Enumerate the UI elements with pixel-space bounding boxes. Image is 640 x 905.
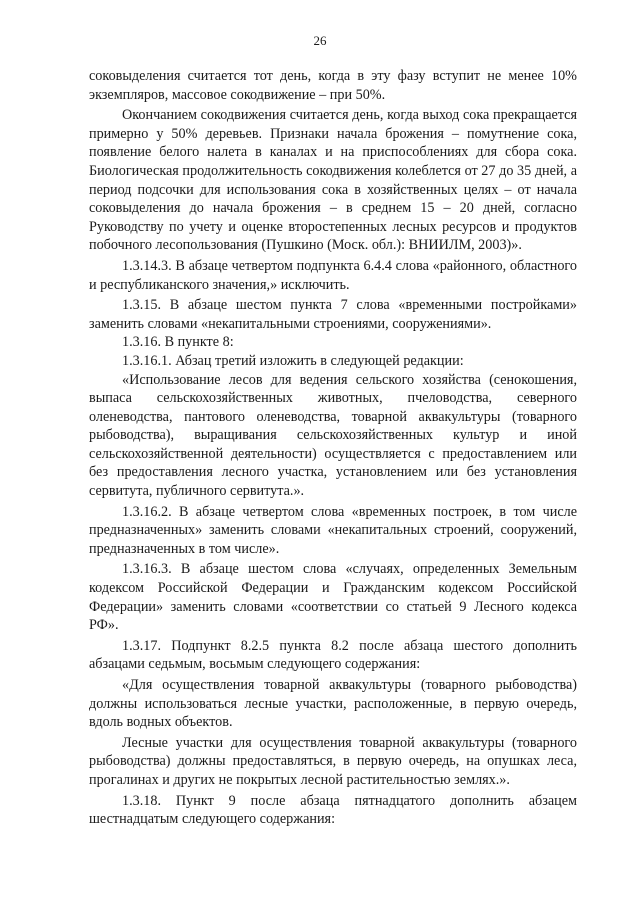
paragraph-6: 1.3.16.1. Абзац третий изложить в следующей редакции: — [122, 352, 464, 369]
paragraph-4: 1.3.15. В абзаце шестом пункта 7 слова «временными постройками» заменить словами «некапитальными строениями, сооружениями». — [89, 297, 577, 332]
paragraph-5: 1.3.16. В пункте 8: — [122, 334, 234, 351]
paragraph-3: 1.3.14.3. В абзаце четвертом подпункта 6.4.4 слова «районного, областного и республиканского значения,» исключить. — [89, 257, 577, 293]
paragraph-8: 1.3.16.2. В абзаце четвертом слова «временных построек, в том числе предназначенных» заменить словами «некапитальных строений, сооружений, предназначенных в том числе». — [89, 503, 577, 557]
page-number: 26 — [313, 33, 327, 48]
document-body — [89, 67, 577, 829]
paragraph-7: «Использование лесов для ведения сельского хозяйства (сенокошения, выпаса сельскохозяйственных животных, пчеловодства, северного оленеводства, пантового оленеводства, товарной аквакультуры (товарного рыбоводства), выращивания сельскохозяйственных культур и иной сельскохозяйственной деятельности) осуществляется с предоставлением или без предоставления лесного участка, установлением или без установления сервитута, публичного сервитута.». — [89, 371, 577, 500]
paragraph-12: Лесные участки для осуществления товарной аквакультуры (товарного рыбоводства) должны предоставляться, в первую очередь, на опушках леса, прогалинах и других не покрытых лесной растительностью землях.». — [89, 734, 577, 788]
paragraph-2: Окончанием сокодвижения считается день, когда выход сока прекращается примерно у 50% деревьев. Признаки начала брожения – помутнение сока, появление белого налета в каналах и на приспособлениях для сбора сока. Биологическая продолжительность сокодвижения колеблется от 27 до 35 дней, а период подсочки для использования сока в хозяйственных целях – от начала соковыделения до начала брожения – в среднем 15 – 20 дней, согласно Руководству по учету и оценке второстепенных лесных ресурсов и продуктов побочного лесопользования (Пушкино (Моск. обл.): ВНИИЛМ, 2003)». — [89, 107, 577, 254]
paragraph-11: «Для осуществления товарной аквакультуры (товарного рыбоводства) должны использоваться лесные участки, расположенные, в первую очередь, вдоль водных объектов. — [89, 677, 577, 731]
paragraph-10: 1.3.17. Подпункт 8.2.5 пункта 8.2 после абзаца шестого дополнить абзацами седьмым, восьмым следующего содержания: — [89, 637, 577, 673]
paragraph-9: 1.3.16.3. В абзаце шестом слова «случаях, определенных Земельным кодексом Российской Федерации и Гражданским кодексом Российской Федерации» заменить словами «соответствии со статьей 9 Лесного кодекса РФ». — [89, 561, 577, 634]
paragraph-1: соковыделения считается тот день, когда в эту фазу вступит не менее 10% экземпляров, массовое сокодвижение – при 50%. — [89, 68, 577, 103]
paragraph-13: 1.3.18. Пункт 9 после абзаца пятнадцатого дополнить абзацем шестнадцатым следующего содержания: — [89, 792, 577, 828]
